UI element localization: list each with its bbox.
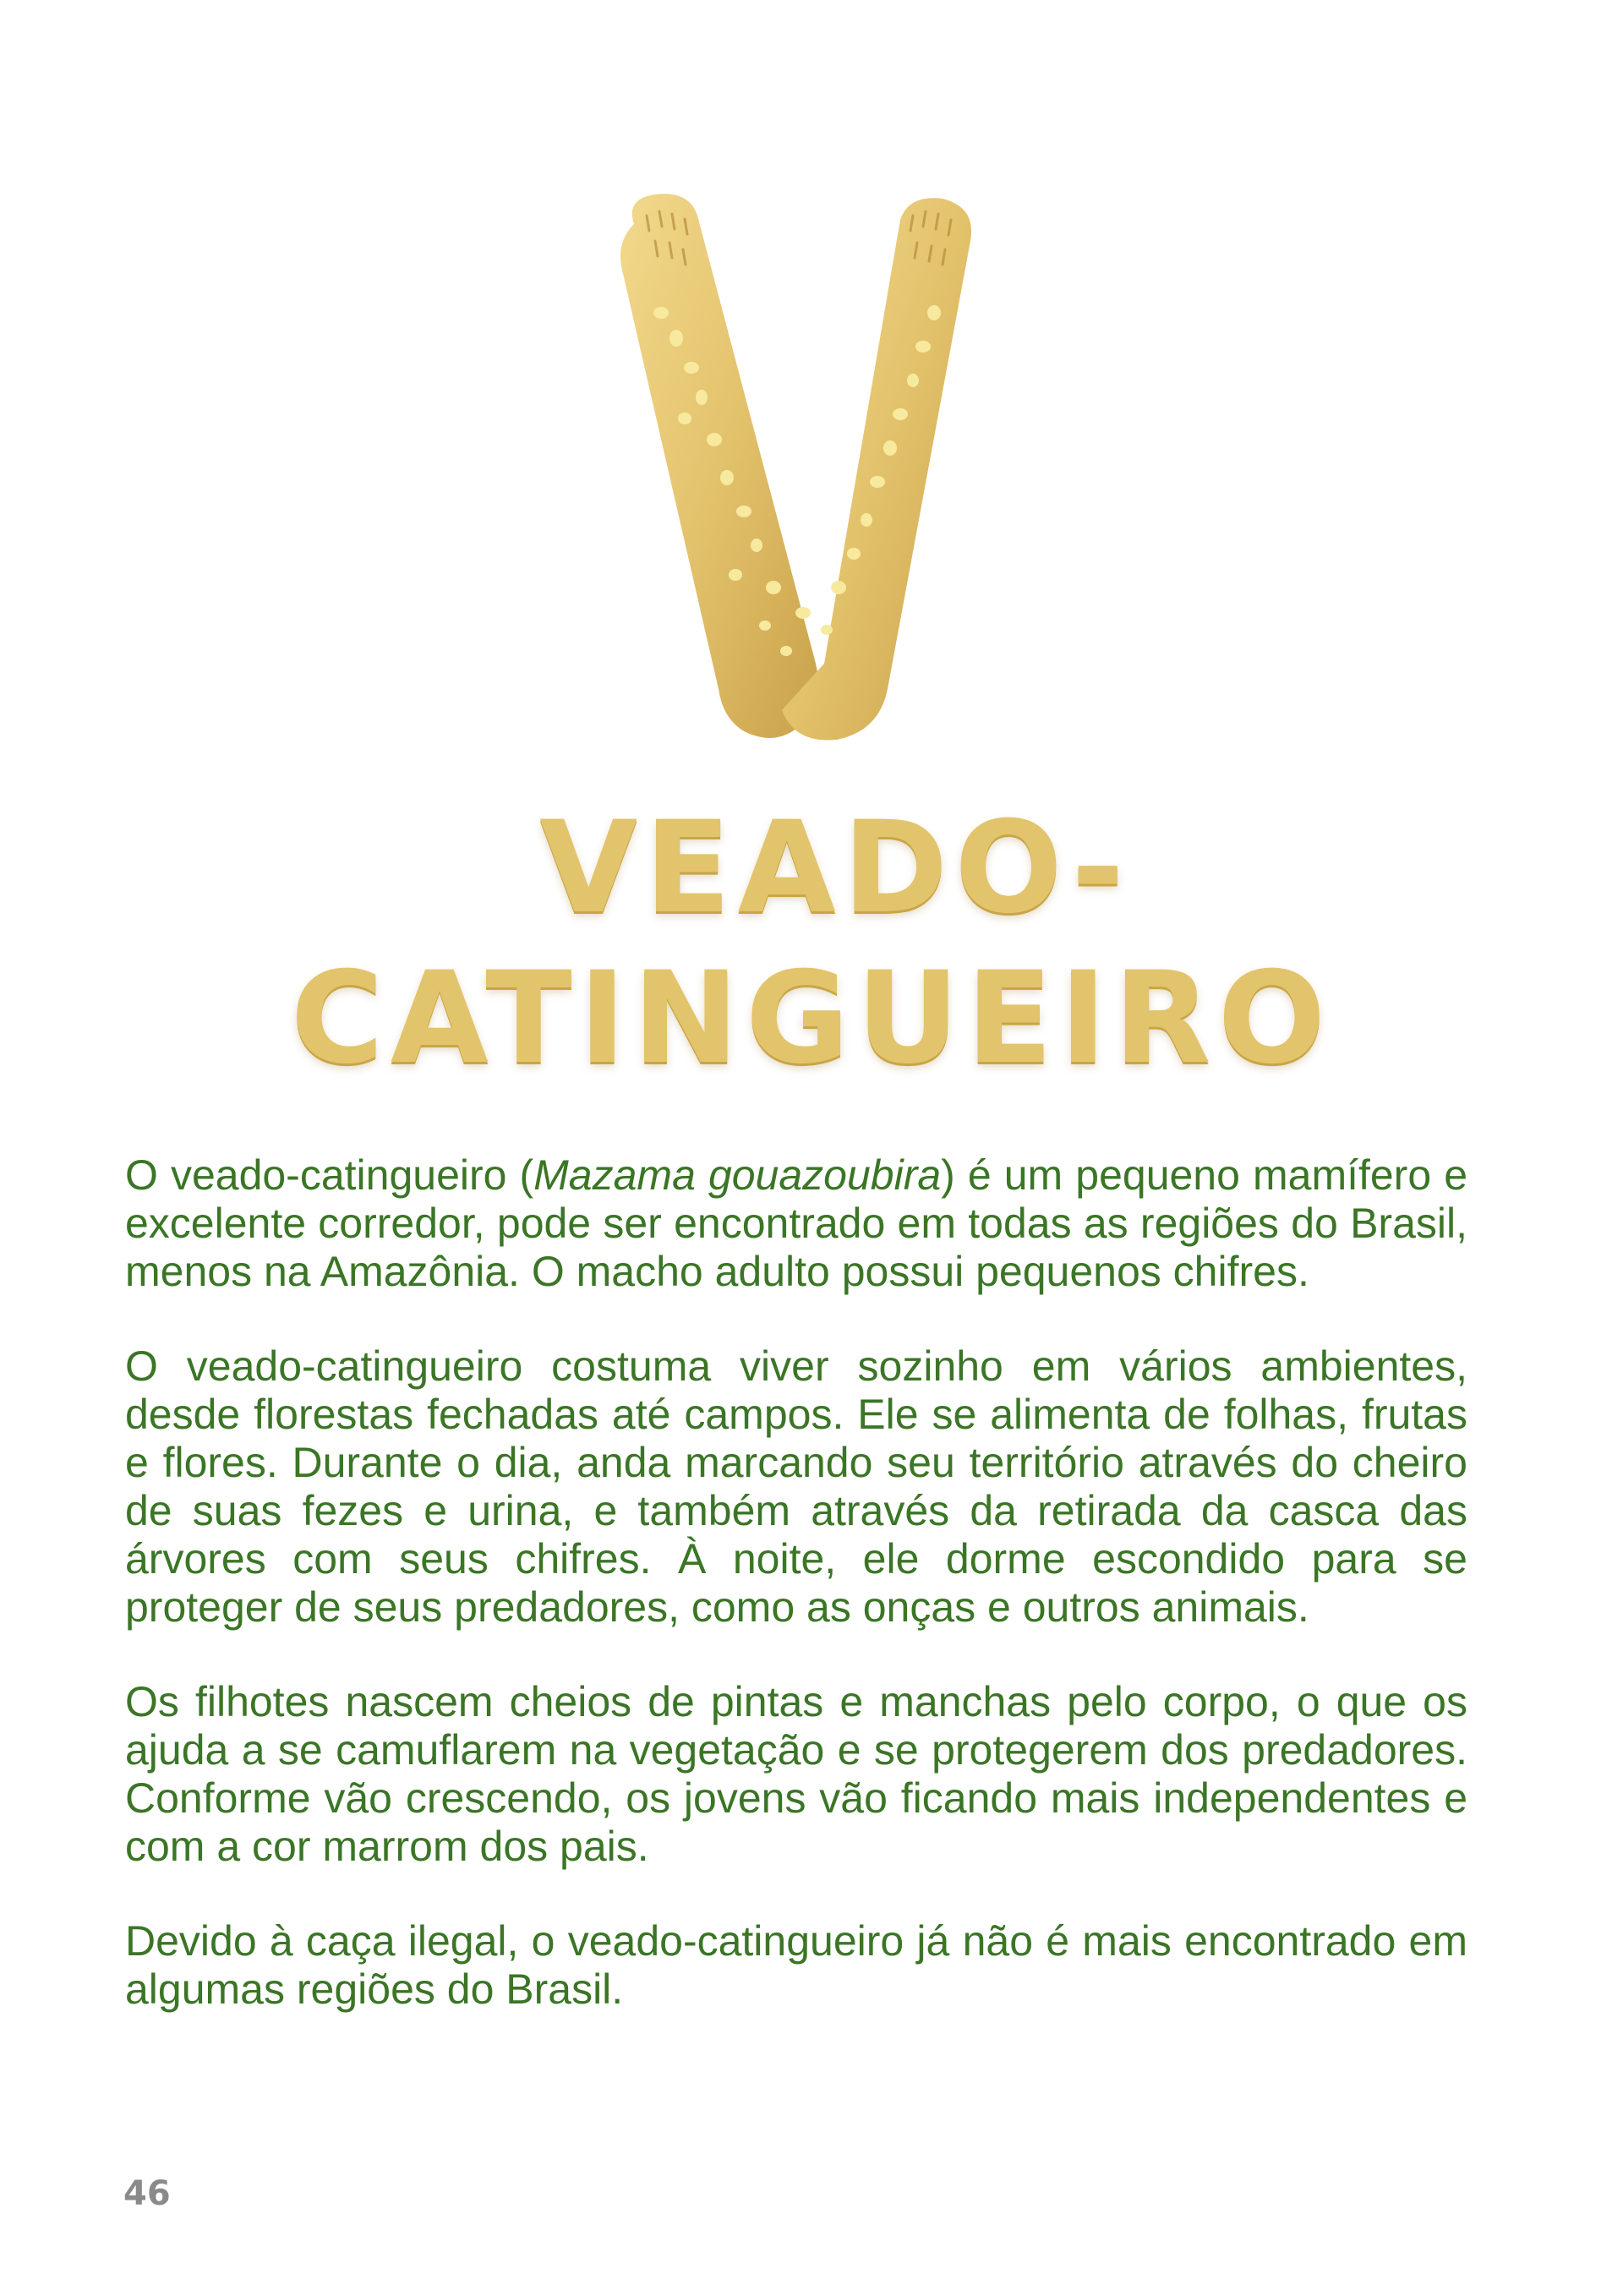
- paragraph-4: Devido à caça ilegal, o veado-catingueiro já não é mais encontrado em algumas regiões do Brasil.: [125, 1917, 1467, 2013]
- page-number: 46: [123, 2174, 171, 2213]
- paragraph-2: O veado-catingueiro costuma viver sozinho em vários ambientes, desde florestas fechadas até campos. Ele se alimenta de folhas, frutas e flores. Durante o dia, anda marcando seu território através do cheiro de suas fezes e urina, e também através da retirada da casca das árvores com seus chifres. À noite, ele dorme escondido para se proteger de seus predadores, como as onças e outros animais.: [125, 1342, 1467, 1631]
- letter-v-left-stroke: [620, 194, 818, 738]
- title-line-1: VEADO-: [539, 795, 1131, 942]
- title-line-2: CATINGUEIRO: [290, 945, 1333, 1092]
- letter-v-illustration: [609, 190, 1014, 752]
- decorative-letter-v: [609, 190, 1014, 752]
- paragraph-1-after: ) é um pequeno mamífero e excelente corredor, pode ser encontrado em todas as regiões do Brasil, menos na Amazônia. O macho adulto possui pequenos chifres.: [125, 1151, 1468, 1295]
- article-body: [125, 1151, 1467, 2060]
- scientific-name: Mazama gouazoubira: [533, 1151, 942, 1199]
- paragraph-1: [125, 1151, 1467, 1296]
- paragraph-1-before: O veado-catingueiro (: [125, 1151, 534, 1199]
- paragraph-3: Os filhotes nascem cheios de pintas e manchas pelo corpo, o que os ajuda a se camuflarem na vegetação e se protegerem dos predadores. Conforme vão crescendo, os jovens vão ficando mais independentes e com a cor marrom dos pais.: [125, 1678, 1467, 1870]
